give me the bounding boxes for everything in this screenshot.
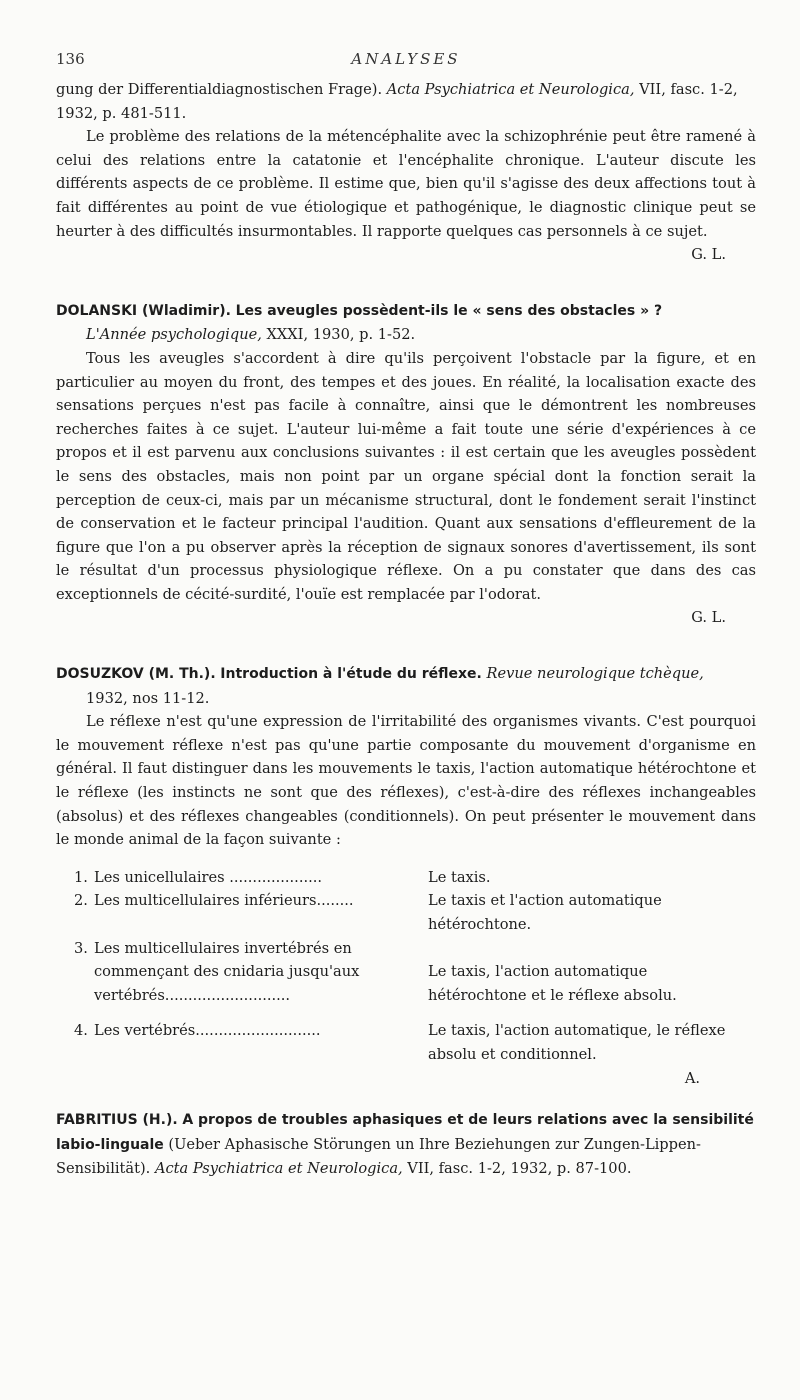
entry-title: A propos de troubles aphasiques et de leurs relations avec la sensibilité labio-linguale [56,1112,754,1153]
list-item [56,937,756,1008]
entry-journal: Revue neurologique tchèque, [486,665,704,683]
entry-signature: A. [684,1069,700,1087]
entry-author: DOLANSKI (Wladimir). [56,302,231,319]
list-item [56,889,756,936]
classification-list [56,866,756,1067]
entry-ref: XXXI, 1930, p. 1-52. [261,326,416,344]
running-head [56,50,756,78]
list-item-mechanism: Le taxis et l'action automatique hétérochtone. [428,892,662,933]
running-title: ANALYSES [351,50,461,68]
list-item-number: 1. [74,868,88,886]
entry-signature: G. L. [691,609,726,627]
list-item-group: Les vertébrés........................... [94,1022,321,1040]
list-item-mechanism: Le taxis, l'action automatique, le réflexe absolu et conditionnel. [428,1022,726,1063]
list-item-left [56,1019,386,1066]
page-number: 136 [56,50,85,68]
list-item-group: Les unicellulaires .................... [94,868,323,886]
intro-citation [56,78,756,125]
entry-ref: VII, fasc. 1-2, 1932, p. 87-100. [402,1160,632,1178]
entry-heading [56,1108,756,1181]
list-item-mechanism: Le taxis, l'action automatique hétérochtone et le réflexe absolu. [428,963,677,1004]
intro-citation-text: gung der Differentialdiagnostischen Frage). [56,81,387,98]
list-item-left [56,866,386,890]
entry-journal: L'Année psychologique, [86,326,262,344]
entry-title: Les aveugles possèdent-ils le « sens des obstacles » ? [235,302,663,319]
intro-journal: Acta Psychiatrica et Neurologica, [386,81,635,98]
list-item-group: Les multicellulaires invertébrés en commençant des cnidaria jusqu'aux vertébrés........................... [94,939,360,1004]
list-item-mechanism: Le taxis. [428,868,491,886]
list-item-number: 3. [74,939,88,957]
entry-heading [56,299,756,347]
intro-signature: G. L. [691,246,726,264]
intro-entry [56,78,756,267]
entry-reference [56,687,756,711]
entry-title: Introduction à l'étude du réflexe. [220,666,482,683]
list-item-number: 2. [74,892,88,910]
list-item [56,866,756,890]
entry-author: FABRITIUS (H.). [56,1112,178,1129]
entry-subtitle: (Ueber Aphasische Störungen un Ihre Beziehungen zur Zungen-Lippen-Sensibilität). [56,1135,701,1178]
list-item-number: 4. [74,1022,88,1040]
list-item [56,1019,756,1066]
list-item-left [56,889,386,936]
entry-author: DOSUZKOV (M. Th.). [56,666,216,683]
entry-reference [56,323,756,347]
entry-fabritius [56,1108,756,1181]
list-item-left [56,937,386,1008]
entry-ref: 1932, nos 11-12. [86,689,210,707]
intro-body: Le problème des relations de la métencéphalite avec la schizophrénie peut être ramené à celui des relations entre la catatonie et l'encéphalite chronique. L'auteur discute les différents aspects de ce problème. Il estime que, bien qu'il s'agisse des deux affections tout à fait différentes au point de vue étiologique et pathogénique, le diagnostic clinique peut se heurter à des difficultés insurmontables. Il rapporte quelques cas personnels à ce sujet. [56,128,756,240]
entry-body: Le réflexe n'est qu'une expression de l'irritabilité des organismes vivants. C'est pourquoi le mouvement réflexe n'est pas qu'une partie composante du mouvement d'organisme en général. Il faut distinguer dans les mouvements le taxis, l'action automatique hétérochtone et le réflexe (les instincts ne sont que des réflexes), c'est-à-dire des réflexes inchangeables (absolus) et des réflexes changeables (conditionnels). On peut présenter le mouvement dans le monde animal de la façon suivante : [56,713,756,849]
page [56,50,756,1181]
entry-heading [56,662,756,710]
entry-journal: Acta Psychiatrica et Neurologica, [154,1160,403,1178]
entry-body: Tous les aveugles s'accordent à dire qu'ils perçoivent l'obstacle par la figure, et en particulier au moyen du front, des tempes et des joues. En réalité, la localisation exacte des sensations perçues n'est pas facile à connaître, ainsi que le démontrent les nombreuses recherches faites à ce sujet. L'auteur lui-même a fait toute une série d'expériences à ce propos et il est parvenu aux conclusions suivantes : il est certain que les aveugles possèdent le sens des obstacles, mais non point par un organe spécial dont la fonction serait la perception de ceux-ci, mais par un mécanisme structural, dont le fondement serait l'instinct de conservation et le facteur principal l'audition. Quant aux sensations d'effleurement de la figure que l'on a pu observer après la réception de signaux sonores d'avertissement, ils sont le résultat d'un processus physiologique réflexe. On a pu constater que dans des cas exceptionnels de cécité-surdité, l'ouïe est remplacée par l'odorat. [56,349,756,603]
entry-dolanski [56,299,756,630]
intro-citation-rest: VII, fasc. 1-2, 1932, p. 481-511. [56,81,738,122]
list-item-group: Les multicellulaires inférieurs........ [94,892,354,910]
entry-dosuzkov [56,662,756,1090]
